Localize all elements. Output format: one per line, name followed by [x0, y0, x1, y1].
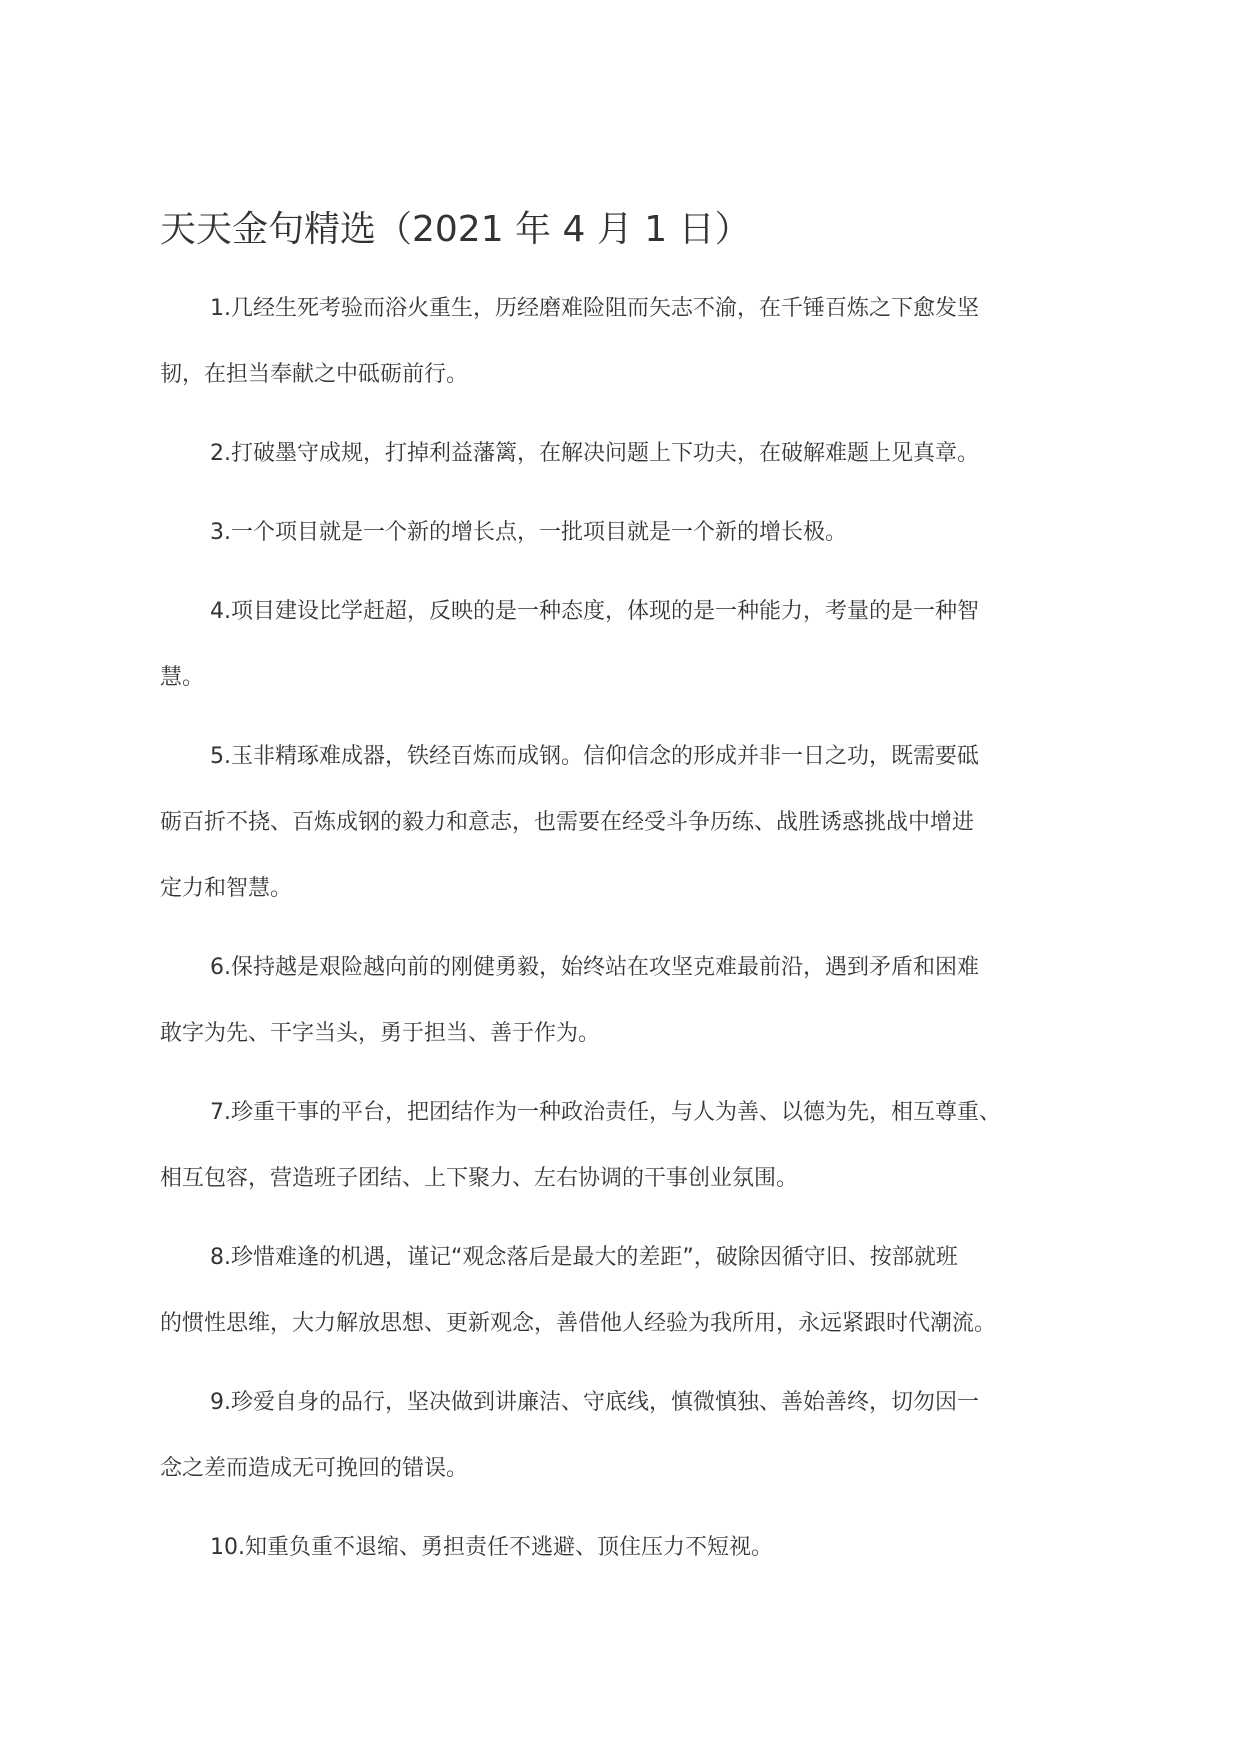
document-title: 天天金句精选（2021 年 4 月 1 日） — [160, 209, 751, 250]
quote-item-7: 7.珍重干事的平台，把团结作为一种政治责任，与人为善、以德为先，相互尊重、 相互包容，营造班子团结、上下聚力、左右协调的干事创业氛围。 — [160, 1100, 1001, 1191]
quote-item-5: 5.玉非精琢难成器，铁经百炼而成钢。信仰信念的形成并非一日之功，既需要砥 砺百折不挠、百炼成钢的毅力和意志，也需要在经受斗争历练、战胜诱惑挑战中增进 定力和智慧。 — [160, 744, 979, 901]
quote-item-3: 3.一个项目就是一个新的增长点，一批项目就是一个新的增长极。 — [210, 520, 847, 545]
quote-item-6: 6.保持越是艰险越向前的刚健勇毅，始终站在攻坚克难最前沿，遇到矛盾和困难 敢字为先、干字当头，勇于担当、善于作为。 — [160, 955, 979, 1046]
quote-item-10: 10.知重负重不退缩、勇担责任不逃避、顶住压力不短视。 — [210, 1535, 773, 1560]
quote-item-4: 4.项目建设比学赶超，反映的是一种态度，体现的是一种能力，考量的是一种智 慧。 — [160, 599, 979, 690]
document-page — [160, 202, 1090, 1594]
quote-item-2: 2.打破墨守成规，打掉利益藩篱，在解决问题上下功夫，在破解难题上见真章。 — [210, 441, 979, 466]
quote-item-1: 1.几经生死考验而浴火重生，历经磨难险阻而矢志不渝，在千锤百炼之下愈发坚 韧，在担当奉献之中砥砺前行。 — [160, 296, 979, 387]
quote-item-9: 9.珍爱自身的品行，坚决做到讲廉洁、守底线，慎微慎独、善始善终，切勿因一 念之差而造成无可挽回的错误。 — [160, 1390, 979, 1481]
quote-item-8: 8.珍惜难逢的机遇，谨记“观念落后是最大的差距”，破除因循守旧、按部就班 的惯性思维，大力解放思想、更新观念，善借他人经验为我所用，永远紧跟时代潮流。 — [160, 1245, 997, 1336]
